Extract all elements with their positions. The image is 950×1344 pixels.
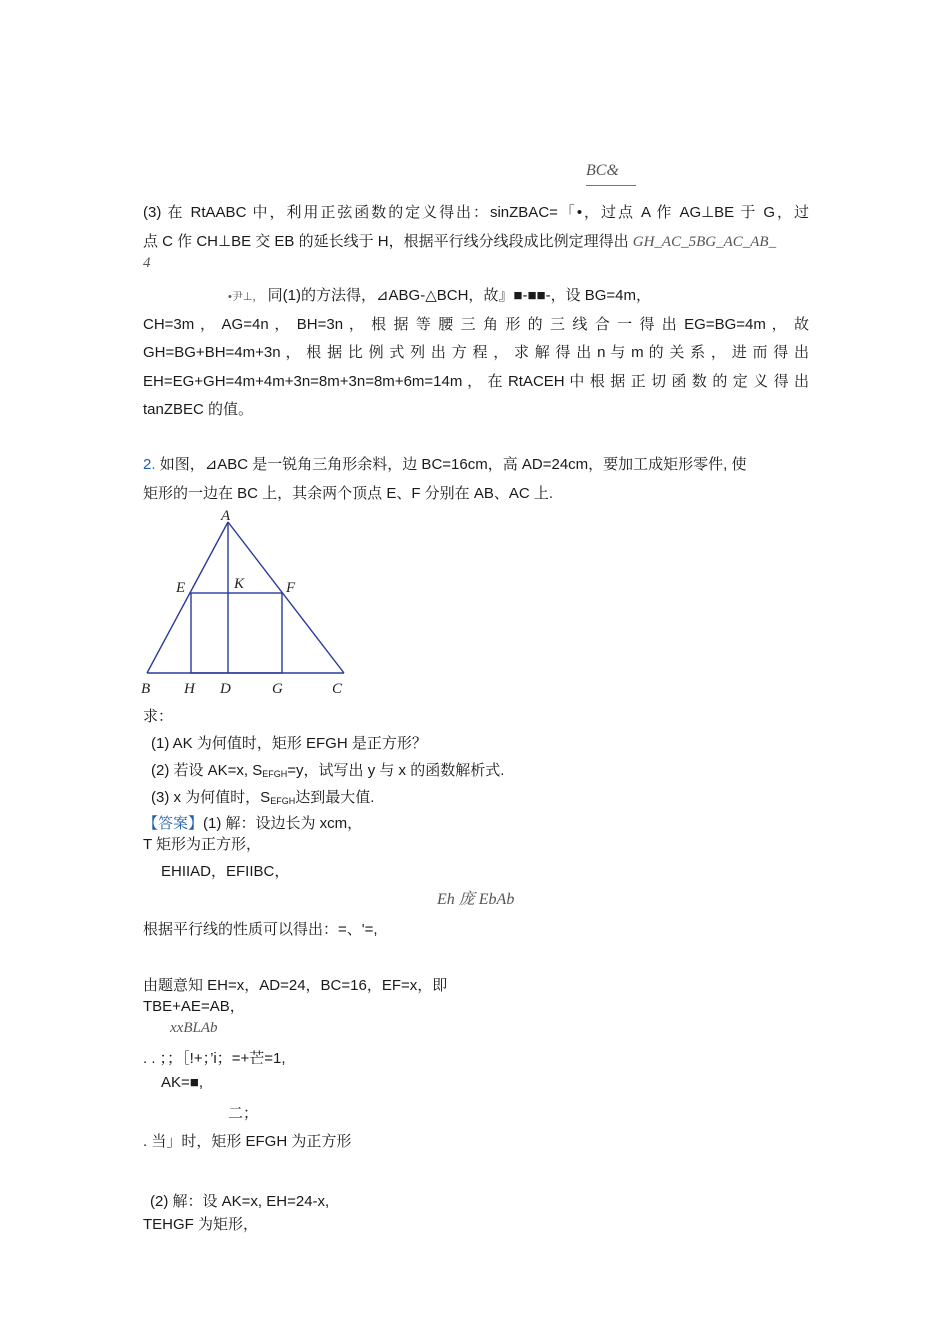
question-2 xyxy=(151,759,504,780)
problem2-line1 xyxy=(143,453,809,474)
answer-line8: xxBLAb xyxy=(170,1020,218,1036)
part3-line8: tanZBEC 的值。 xyxy=(143,401,254,418)
rectangle-efgh xyxy=(191,593,282,673)
fraction-bar xyxy=(586,185,636,186)
question-2-text-b: =y，试写出 y 与 x 的函数解析式. xyxy=(287,762,505,779)
question-3-text-a: (3) x 为何值时，S xyxy=(151,789,271,806)
answer-line2: T 矩形为正方形， xyxy=(143,836,262,853)
part3-line4-math: ⊿ABG-△BCH，故』■-■■-，设 BG=4m， xyxy=(375,287,652,304)
ask-label: 求： xyxy=(143,708,174,725)
question-1: (1) AK 为何值时，矩形 EFGH 是正方形？ xyxy=(151,735,427,752)
label-g: G xyxy=(272,681,283,697)
answer-line14: TEHGF 为矩形， xyxy=(143,1216,258,1233)
part3-line2-formula: GH_AC_5BG_AC_AB_ xyxy=(632,234,777,250)
label-k: K xyxy=(234,576,245,592)
label-f: F xyxy=(286,580,296,596)
part3-line4-text: 同(1)的方法得， xyxy=(267,287,376,304)
answer-line10: AK=■, xyxy=(161,1074,203,1091)
answer-line7: TBE+AE=AB， xyxy=(143,998,245,1015)
answer-line1-text: (1) 解：设边长为 xcm， xyxy=(203,815,363,832)
question-3-text-b: 达到最大值. xyxy=(295,789,375,806)
label-h: H xyxy=(184,681,195,697)
answer-line6: 由题意知 EH=x，AD=24，BC=16，EF=x，即 xyxy=(143,977,448,994)
part3-line6: GH=BG+BH=4m+3n ， 根 据 比 例 式 列 出 方 程 ， 求 解 得 出 n 与 m 的 关 系 ， 进 而 得 出 xyxy=(143,344,809,361)
problem2-line2: 矩形的一边在 BC 上，其余两个顶点 E、F 分别在 AB、AC 上. xyxy=(143,485,554,502)
fraction-text: BC& xyxy=(586,162,619,179)
fraction-fragment xyxy=(586,162,619,180)
problem2-text: 如图，⊿ABC 是一锐角三角形余料，边 BC=16cm，高 AD=24cm，要加工成矩形零件, 使 xyxy=(159,456,747,473)
answer-line3: EHIIAD，EFIIBC， xyxy=(161,863,290,880)
question-3-subscript: EFGH xyxy=(270,796,296,806)
answer-line9: . . ；；［!+；’i；=+芒=1, xyxy=(143,1050,286,1067)
answer-line5: 根据平行线的性质可以得出：=、'=, xyxy=(143,921,378,938)
label-c: C xyxy=(332,681,343,697)
triangle-figure xyxy=(136,500,351,700)
answer-label: 【答案】 xyxy=(143,815,204,832)
part3-line5: CH=3m ， AG=4n ， BH=3n ， 根 据 等 腰 三 角 形 的 三 线 合 一 得 出 EG=BG=4m ， 故 xyxy=(143,316,809,333)
answer-line4: Eh 庞 EbAb xyxy=(437,891,515,908)
answer-line1 xyxy=(143,812,362,833)
label-d: D xyxy=(220,681,231,697)
question-3 xyxy=(151,786,374,807)
answer-line11: 二； xyxy=(228,1106,259,1122)
answer-line13: (2) 解：设 AK=x, EH=24-x, xyxy=(150,1193,330,1210)
side-ab xyxy=(147,522,228,673)
label-e: E xyxy=(176,580,186,596)
answer-line12: . 当」时，矩形 EFGH 为正方形 xyxy=(143,1133,352,1150)
part3-line2 xyxy=(143,230,809,251)
side-ac xyxy=(228,522,344,673)
part3-line7: EH=EG+GH=4m+4m+3n=8m+3n=8m+6m=14m ， 在 RtACEH 中 根 据 正 切 函 数 的 定 义 得 出 xyxy=(143,373,809,390)
part3-line4 xyxy=(228,284,651,305)
question-2-subscript: EFGH xyxy=(262,769,288,779)
label-b: B xyxy=(141,681,151,697)
part3-line2-text: 点 C 作 CH⊥BE 交 EB 的延长线于 H，根据平行线分线段成比例定理得出 xyxy=(143,233,633,250)
part3-line3: 4 xyxy=(143,255,151,271)
label-a: A xyxy=(221,508,231,524)
part3-line1: (3) 在 RtAABC 中，利用正弦函数的定义得出：sinZBAC=「•，过点 A 作 AG⊥BE 于 G，过 xyxy=(143,204,809,221)
problem-number: 2. xyxy=(143,456,156,473)
question-2-text-a: (2) 若设 AK=x, S xyxy=(151,762,263,779)
part3-line4-fragment: •尹⊥， xyxy=(228,291,264,303)
